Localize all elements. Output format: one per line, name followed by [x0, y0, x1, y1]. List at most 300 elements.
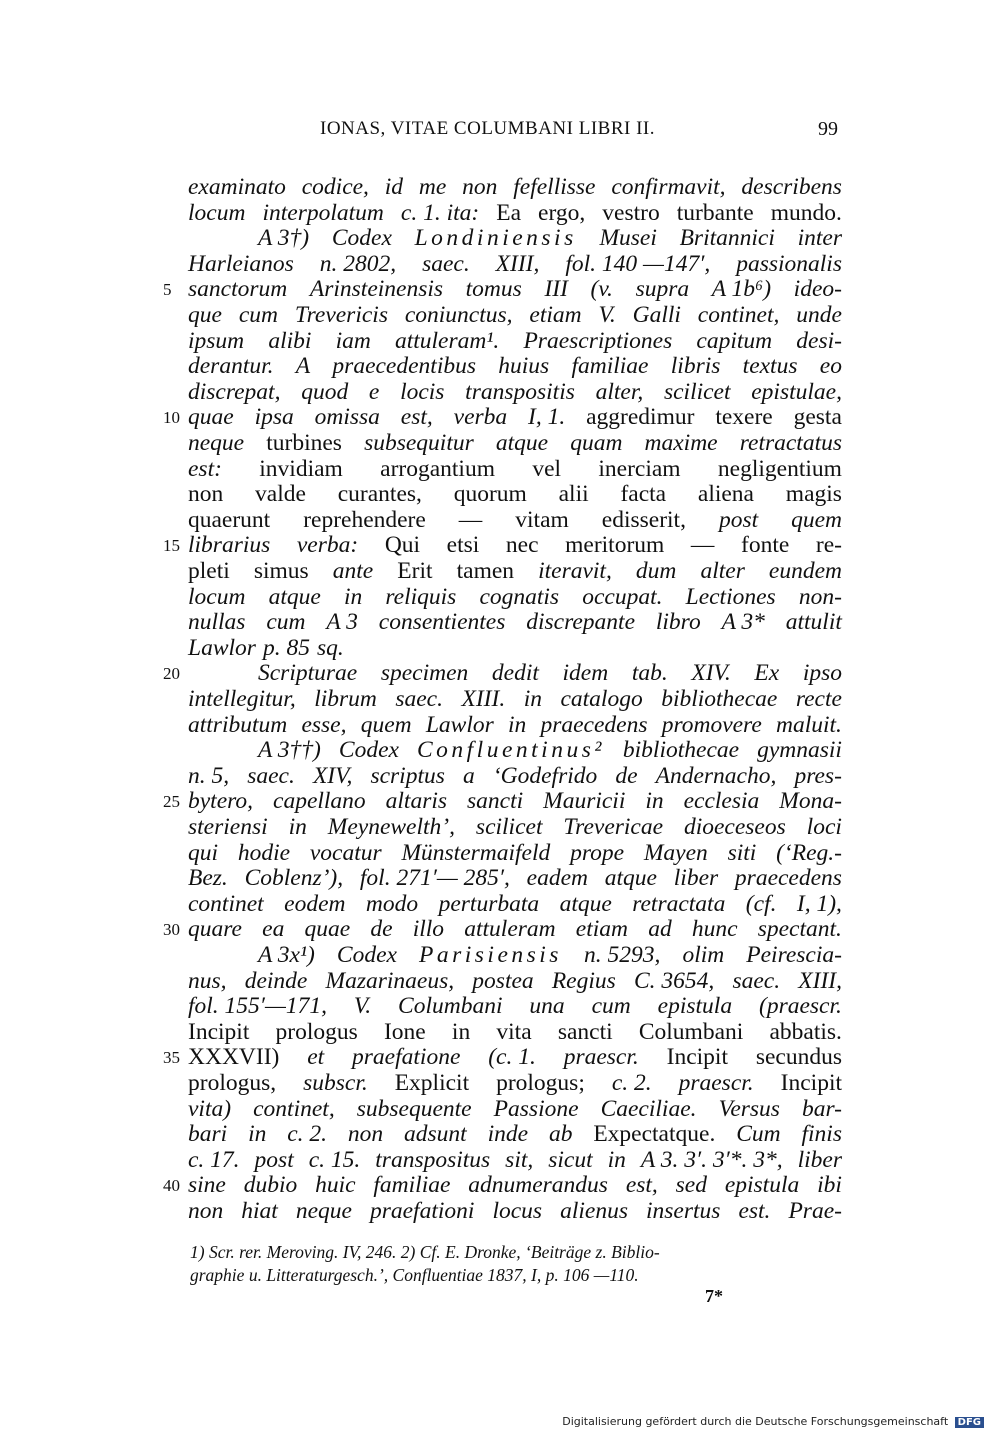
- word: non: [462, 174, 498, 200]
- word: Incipit: [666, 1044, 728, 1071]
- word: familiae: [373, 1172, 451, 1199]
- word: c. 1. ita:: [400, 199, 480, 226]
- word: pres-: [794, 762, 842, 789]
- word: que: [188, 302, 222, 328]
- word: locum: [188, 199, 246, 226]
- word: vestro: [602, 199, 660, 226]
- word: n. 5293,: [584, 942, 661, 968]
- text-line: [188, 814, 842, 840]
- word: prologus: [275, 1018, 358, 1045]
- word: idem: [562, 660, 609, 687]
- word: post: [254, 1146, 294, 1173]
- digitization-note: [562, 1415, 984, 1428]
- word: recte: [795, 686, 842, 712]
- word: adnumerandus: [468, 1172, 608, 1199]
- word: discrepante: [526, 609, 636, 636]
- word: Mayen: [643, 839, 708, 866]
- signature-mark: 7*: [705, 1286, 723, 1306]
- word: coniunctus,: [404, 302, 513, 328]
- word: subsequitur: [364, 430, 474, 456]
- word: XIII.: [461, 686, 506, 712]
- word: liber: [673, 865, 719, 892]
- word: supra: [635, 276, 690, 303]
- word: tab.: [631, 660, 668, 687]
- word: quem: [791, 506, 842, 533]
- digitization-text: Digitalisierung gefördert durch die Deutsche Forschungsgemeinschaft: [562, 1415, 949, 1428]
- word: occupat.: [582, 583, 663, 610]
- word: adsunt: [404, 1121, 467, 1148]
- word: Ea: [496, 199, 522, 226]
- word: omissa: [314, 404, 380, 431]
- word: ab: [548, 1121, 573, 1148]
- word: huic: [315, 1172, 356, 1199]
- text-line: [258, 942, 842, 968]
- word: inerciam: [598, 455, 681, 482]
- text-line: [188, 891, 842, 917]
- text-line: [188, 430, 842, 456]
- text-line: [188, 353, 842, 379]
- running-title: IONAS, VITAE COLUMBANI LIBRI II.: [320, 118, 655, 139]
- word: intellegitur,: [188, 686, 296, 712]
- word: in: [645, 788, 664, 815]
- text-line: [188, 1172, 842, 1198]
- word: turbante: [676, 199, 754, 226]
- word: Galli: [632, 302, 681, 328]
- text-line: [188, 379, 842, 405]
- text-line: [188, 276, 842, 302]
- word: etsi: [446, 532, 480, 559]
- word: sicut: [548, 1146, 593, 1173]
- word: praescr.: [678, 1070, 754, 1096]
- word: non: [347, 1121, 384, 1148]
- word: reprehendere: [303, 506, 426, 533]
- word: Codex: [336, 942, 397, 968]
- line-number: 5: [163, 280, 172, 300]
- word: ante: [332, 558, 374, 584]
- text-line: [188, 302, 842, 328]
- word: Incipit: [188, 1018, 250, 1045]
- word: praescr.: [563, 1044, 639, 1071]
- word: Coblenz’),: [244, 865, 344, 892]
- word: vita): [188, 1095, 232, 1122]
- word: bibliothecae: [622, 737, 740, 764]
- word: bibliothecae: [661, 686, 778, 712]
- word: epistula: [657, 993, 733, 1020]
- word: ecclesia: [683, 788, 760, 815]
- word: maxime: [644, 430, 718, 456]
- word: ibi: [817, 1172, 842, 1199]
- word: passionalis: [736, 250, 842, 277]
- word: texere: [715, 404, 773, 431]
- word: Codex: [331, 225, 392, 252]
- word: familiae: [571, 353, 649, 380]
- word: post: [718, 506, 759, 533]
- word: V.: [598, 302, 616, 328]
- text-line: [188, 1198, 842, 1224]
- word: dedit: [491, 660, 539, 687]
- word: alibi: [268, 327, 312, 354]
- word: c. 15.: [308, 1146, 361, 1173]
- word: facta: [620, 481, 667, 508]
- word: quam: [570, 430, 623, 456]
- word: sine: [188, 1172, 226, 1199]
- word: A 3: [326, 609, 358, 636]
- text-line: [258, 660, 842, 686]
- word: meritorum: [565, 532, 665, 559]
- word: tomus: [465, 276, 522, 303]
- word: describens: [741, 174, 842, 200]
- word: A 3. 3′. 3′*. 3*,: [640, 1146, 783, 1173]
- word: continet: [188, 890, 264, 917]
- word: scilicet: [663, 378, 731, 405]
- word: Explicit: [394, 1070, 470, 1096]
- word: Scripturae: [258, 660, 358, 687]
- word: sancti: [557, 1018, 613, 1045]
- text-line: [188, 840, 842, 866]
- footnote-line: 1) Scr. rer. Meroving. IV, 246. 2) Cf. E. Dronke, ‘Beiträge z. Biblio-: [190, 1242, 660, 1262]
- word: epistulae,: [751, 378, 842, 405]
- word: sq.: [317, 634, 344, 661]
- word: libro: [655, 609, 701, 636]
- text-line: [188, 1147, 842, 1173]
- word: cum: [591, 993, 631, 1020]
- text-line: [188, 456, 842, 482]
- word: esse,: [301, 711, 347, 738]
- word: tamen: [456, 558, 515, 584]
- word: a: [462, 762, 475, 789]
- word: nullas: [188, 609, 246, 636]
- word: prologus,: [188, 1070, 277, 1096]
- word: prologus;: [496, 1070, 585, 1096]
- word: Praescriptiones: [523, 327, 673, 354]
- word: edisserit,: [601, 506, 686, 533]
- word: dioeceseos: [683, 814, 786, 840]
- word: Passione: [493, 1095, 579, 1122]
- word: bari: [188, 1121, 228, 1148]
- word: et: [307, 1044, 325, 1071]
- word: n. 2802,: [319, 250, 397, 277]
- word: Andernacho,: [655, 762, 777, 789]
- text-line: [188, 916, 842, 942]
- word: hiat: [241, 1198, 278, 1224]
- word: atque: [604, 865, 657, 892]
- word: neque: [295, 1198, 352, 1224]
- text-line: [188, 1096, 842, 1122]
- word: Erit: [397, 558, 433, 584]
- word: —: [458, 506, 483, 533]
- text-line: [188, 635, 842, 661]
- word: atque: [559, 890, 612, 917]
- word: iam: [335, 327, 371, 354]
- word: confirmavit,: [611, 174, 726, 200]
- word: c. 2.: [287, 1121, 328, 1148]
- word: Trevericae: [563, 814, 664, 840]
- word: Codex: [338, 737, 399, 764]
- word: sanctorum: [188, 276, 288, 303]
- word: V.: [353, 993, 372, 1020]
- word: insertus: [645, 1198, 721, 1224]
- word: A 1b⁶): [711, 276, 772, 303]
- word: Prae-: [788, 1198, 842, 1224]
- word: praecedens: [540, 711, 648, 738]
- word: quem: [360, 711, 412, 738]
- word: retractata: [632, 890, 726, 917]
- word: A 3x¹): [258, 942, 315, 968]
- word: eo: [819, 353, 842, 380]
- word: scilicet: [475, 814, 543, 840]
- word: est,: [625, 1172, 658, 1199]
- text-line: [188, 609, 842, 635]
- word: Londiniensis: [414, 225, 577, 252]
- word: illo: [412, 916, 445, 943]
- word: derantur.: [188, 353, 274, 380]
- word: Ione: [383, 1018, 426, 1045]
- word: iteravit,: [538, 558, 612, 584]
- line-number: 35: [163, 1048, 180, 1068]
- word: deinde: [244, 967, 308, 994]
- word: gymnasii: [757, 737, 842, 764]
- word: eadem: [526, 865, 589, 892]
- word: in: [343, 583, 363, 610]
- line-number: 40: [163, 1176, 180, 1196]
- word: quae: [304, 916, 351, 943]
- word: eundem: [768, 558, 842, 584]
- word: fonte: [741, 532, 790, 559]
- text-line: [188, 1070, 842, 1096]
- text-line: [188, 1044, 842, 1070]
- word: Musei: [599, 225, 657, 252]
- word: XXXVII): [188, 1044, 280, 1071]
- text-line: [258, 225, 842, 251]
- word: dum: [635, 558, 677, 584]
- word: (‘Reg.-: [776, 839, 842, 866]
- word: de: [370, 916, 393, 943]
- word: transpositis: [465, 378, 575, 405]
- word: Meynewelth’,: [327, 814, 455, 840]
- word: A: [295, 353, 311, 380]
- word: bar-: [801, 1095, 842, 1122]
- word: loci: [806, 814, 842, 840]
- word: curantes,: [337, 481, 422, 508]
- word: ideo-: [793, 276, 842, 303]
- word: negligentium: [717, 455, 842, 482]
- word: XIII,: [495, 250, 540, 277]
- word: verba:: [296, 532, 359, 559]
- word: quae: [188, 404, 234, 431]
- word: ipso: [802, 660, 842, 687]
- word: Arinsteinensis: [309, 276, 444, 303]
- word: maluit.: [775, 711, 842, 738]
- word: quare: [188, 916, 242, 943]
- word: subscr.: [303, 1070, 368, 1096]
- word: desi-: [796, 327, 842, 354]
- word: transpositus: [375, 1146, 491, 1173]
- word: quaerunt: [188, 506, 271, 533]
- word: (c. 1.: [488, 1044, 536, 1071]
- word: —: [690, 532, 715, 559]
- word: etiam: [575, 916, 629, 943]
- word: Versus: [718, 1095, 780, 1122]
- line-number: 25: [163, 792, 180, 812]
- word: re-: [815, 532, 842, 559]
- word: spectant.: [757, 916, 842, 943]
- word: textus: [742, 353, 798, 380]
- text-line: [258, 737, 842, 763]
- text-line: [188, 558, 842, 584]
- text-line: [188, 712, 842, 738]
- word: aggredimur: [586, 404, 695, 431]
- word: saec.: [732, 967, 781, 994]
- word: in: [288, 814, 307, 840]
- word: atque: [268, 583, 321, 610]
- line-number: 15: [163, 536, 180, 556]
- word: A 3††): [258, 737, 321, 764]
- text-line: [188, 686, 842, 712]
- word: (v.: [590, 276, 613, 303]
- word: quod: [301, 378, 349, 405]
- word: c. 17.: [188, 1146, 240, 1173]
- word: specimen: [380, 660, 469, 687]
- word: III: [544, 276, 568, 303]
- word: (cf.: [745, 890, 777, 917]
- word: est.: [738, 1198, 771, 1224]
- word: fol. 155′—171,: [188, 993, 327, 1020]
- text-line: [188, 763, 842, 789]
- word: atque: [495, 430, 549, 456]
- word: vel: [532, 455, 562, 482]
- word: c. 2.: [611, 1070, 652, 1096]
- word: I, 1.: [528, 404, 566, 431]
- word: discrepat,: [188, 378, 281, 405]
- text-line: [188, 584, 842, 610]
- word: Incipit: [780, 1070, 842, 1096]
- word: arrogantium: [380, 455, 495, 482]
- word: Cum: [736, 1121, 781, 1148]
- word: sit,: [505, 1146, 534, 1173]
- word: pleti: [188, 558, 230, 584]
- word: vocatur: [309, 839, 382, 866]
- word: Mazarinaeus,: [325, 967, 455, 994]
- word: siti: [727, 839, 757, 866]
- text-line: [188, 251, 842, 277]
- word: Lawlor: [425, 711, 494, 738]
- word: alienus: [560, 1198, 628, 1224]
- word: fol. 271′— 285′,: [359, 865, 510, 892]
- word: praecedens: [734, 865, 842, 892]
- word: scriptus: [370, 762, 445, 789]
- word: fol. 140 —147′,: [565, 250, 711, 277]
- word: alter: [700, 558, 745, 584]
- word: capellano: [273, 788, 366, 815]
- text-line: [188, 404, 842, 430]
- word: retractatus: [739, 430, 842, 456]
- word: in: [607, 1146, 626, 1173]
- word: altaris: [385, 788, 448, 815]
- word: codice,: [301, 174, 369, 200]
- word: epistula: [724, 1172, 800, 1199]
- word: sed: [675, 1172, 707, 1199]
- word: A 3†): [258, 225, 310, 252]
- word: attuleram: [464, 916, 556, 943]
- word: saec.: [422, 250, 470, 277]
- word: Regius: [551, 967, 616, 994]
- word: praefatione: [352, 1044, 461, 1071]
- word: XIII,: [798, 967, 842, 994]
- word: attributum: [188, 711, 288, 738]
- word: eodem: [284, 890, 346, 917]
- word: valde: [255, 481, 306, 508]
- word: Parisiensis: [419, 942, 562, 968]
- word: nec: [505, 532, 539, 559]
- text-line: [188, 788, 842, 814]
- word: alii: [558, 481, 589, 508]
- word: saec.: [395, 686, 443, 712]
- word: in: [507, 711, 527, 738]
- word: attuleram¹.: [394, 327, 500, 354]
- word: Columbani: [638, 1018, 744, 1045]
- word: me: [418, 174, 447, 200]
- word: Lectiones: [685, 583, 776, 610]
- text-line: [188, 1121, 842, 1147]
- word: simus: [253, 558, 309, 584]
- word: I, 1),: [796, 890, 842, 917]
- word: huius: [498, 353, 550, 380]
- word: liber: [797, 1146, 842, 1173]
- word: librarius: [188, 532, 271, 559]
- text-line: [188, 1019, 842, 1045]
- word: sancti: [467, 788, 524, 815]
- word: p. 85: [262, 634, 310, 661]
- word: ipsa: [254, 404, 294, 431]
- word: finis: [801, 1121, 842, 1148]
- word: e: [368, 378, 380, 405]
- word: cum: [266, 609, 306, 636]
- word: inde: [487, 1121, 529, 1148]
- word: cognatis: [479, 583, 560, 610]
- word: catalogo: [560, 686, 643, 712]
- word: interpolatum: [262, 199, 384, 226]
- word: Confluentinus²: [416, 737, 605, 764]
- word: Britannici: [679, 225, 775, 252]
- word: ipsum: [188, 327, 245, 354]
- word: locus: [492, 1198, 543, 1224]
- word: Qui: [384, 532, 421, 559]
- word: reliquis: [385, 583, 457, 610]
- word: C. 3654,: [633, 967, 715, 994]
- word: alter,: [595, 378, 644, 405]
- line-number: 30: [163, 920, 180, 940]
- word: Harleianos: [188, 250, 294, 277]
- word: est,: [400, 404, 433, 431]
- word: est:: [188, 455, 222, 482]
- word: in: [523, 686, 542, 712]
- word: mundo.: [770, 199, 842, 226]
- word: hodie: [237, 839, 291, 866]
- word: inter: [797, 225, 842, 252]
- word: examinato: [188, 174, 286, 200]
- text-line: [188, 968, 842, 994]
- word: modo: [365, 890, 419, 917]
- word: vita: [496, 1018, 532, 1045]
- word: cum: [238, 302, 278, 328]
- word: in: [451, 1018, 471, 1045]
- word: saec.: [247, 762, 295, 789]
- word: invidiam: [259, 455, 343, 482]
- text-line: [188, 507, 842, 533]
- word: XIV,: [312, 762, 353, 789]
- word: fefellisse: [513, 174, 596, 200]
- word: continet,: [697, 302, 780, 328]
